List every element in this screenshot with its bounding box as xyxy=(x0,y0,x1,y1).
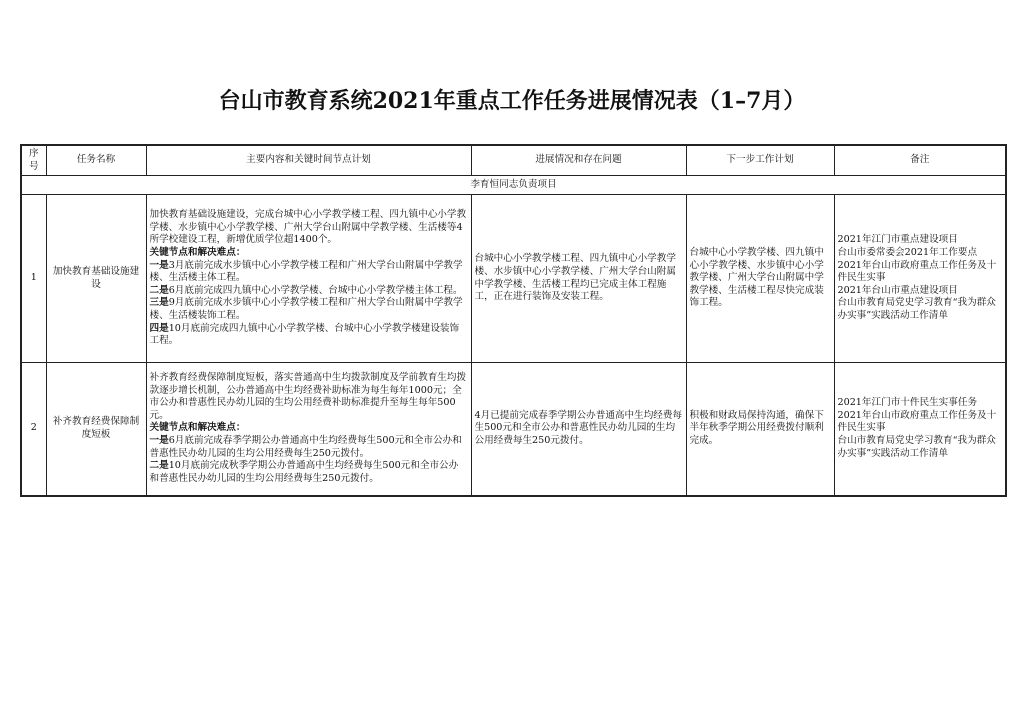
content-intro: 补齐教育经费保障制度短板，落实普通高中生均拨款制度及学前教育生均拨款逐步增长机制，公办普通高中生均经费补助标准为每生每年1000元；全市公办和普惠性民办幼儿园的生均公用经费补助标准提升至每生每年500元。 xyxy=(149,372,467,421)
remark-item: 2021年台山市重点建设项目 xyxy=(837,284,958,296)
remark-item: 台山市委常委会2021年工作要点 xyxy=(837,247,978,259)
key-point-text: 6月底前完成春季学期公办普通高中生均经费每生500元和全市公办和普惠性民办幼儿园的生均公用经费每生250元拨付。 xyxy=(149,435,462,459)
row-main-content xyxy=(146,363,471,496)
row-main-content xyxy=(146,195,471,363)
key-point xyxy=(150,323,468,348)
key-points-label: 关键节点和解决难点： xyxy=(149,247,246,259)
section-title: 李育恒同志负责项目 xyxy=(21,176,1006,195)
key-point-text: 3月底前完成水步镇中心小学教学楼工程和广州大学台山附属中学教学楼、生活楼主体工程。 xyxy=(149,259,463,284)
header-progress: 进展情况和存在问题 xyxy=(471,145,686,176)
remark-item: 台山市教育局党史学习教育“我为群众办实事”实践活动工作清单 xyxy=(837,297,996,321)
remark-item: 台山市教育局党史学习教育“我为群众办实事”实践活动工作清单 xyxy=(837,435,996,459)
key-point-text: 10月底前完成四九镇中心小学教学楼、台城中心小学教学楼建设装饰工程。 xyxy=(149,322,460,347)
header-seq: 序号 xyxy=(21,145,46,176)
key-point-lead: 二是 xyxy=(149,460,169,472)
key-point-lead: 一是 xyxy=(149,259,169,271)
row-progress: 台城中心小学教学楼工程、四九镇中心小学教学楼、水步镇中心小学教学楼、广州大学台山附属中学教学楼、生活楼工程均已完成主体工程施工，正在进行装饰及安装工程。 xyxy=(471,195,686,363)
key-point-lead: 一是 xyxy=(149,435,169,447)
header-task-name: 任务名称 xyxy=(46,145,146,176)
row-next-plan: 积极和财政局保持沟通，确保下半年秋季学期公用经费拨付顺利完成。 xyxy=(686,363,834,496)
header-next-plan: 下一步工作计划 xyxy=(686,145,834,176)
remark-item: 2021年江门市重点建设项目 xyxy=(837,234,958,246)
row-next-plan: 台城中心小学教学楼、四九镇中心小学教学楼、水步镇中心小学教学楼、广州大学台山附属中学教学楼、生活楼工程尽快完成装饰工程。 xyxy=(686,195,834,363)
document-title: 台山市教育系统2021年重点工作任务进展情况表（1–7月） xyxy=(218,88,806,114)
key-point-lead: 四是 xyxy=(149,322,169,334)
row-progress: 4月已提前完成春季学期公办普通高中生均经费每生500元和全市公办和普惠性民办幼儿园的生均公用经费每生250元拨付。 xyxy=(471,363,686,496)
table-row xyxy=(21,195,1006,363)
key-point xyxy=(150,285,468,298)
row-seq: 2 xyxy=(21,363,46,496)
header-remarks: 备注 xyxy=(834,145,1006,176)
key-point-text: 9月底前完成水步镇中心小学教学楼工程和广州大学台山附属中学教学楼、生活楼装饰工程。 xyxy=(149,297,463,321)
key-points-label: 关键节点和解决难点： xyxy=(149,422,246,434)
key-point-lead: 三是 xyxy=(149,297,169,309)
progress-table xyxy=(20,144,1007,497)
row-remarks xyxy=(834,363,1006,496)
section-row xyxy=(21,176,1006,195)
table-row xyxy=(21,363,1006,496)
row-task-name: 补齐教育经费保障制度短板 xyxy=(46,363,146,496)
table-header-row xyxy=(21,145,1006,176)
row-remarks xyxy=(834,195,1006,363)
key-point xyxy=(150,460,468,485)
row-task-name: 加快教育基础设施建设 xyxy=(46,195,146,363)
key-point-text: 10月底前完成秋季学期公办普通高中生均经费每生500元和全市公办和普惠性民办幼儿园的生均公用经费每生250元拨付。 xyxy=(149,460,459,484)
key-point xyxy=(150,297,468,322)
key-point-lead: 二是 xyxy=(149,284,169,296)
remark-item: 2021年台山市政府重点工作任务及十件民生实事 xyxy=(837,409,997,434)
remark-item: 2021年台山市政府重点工作任务及十件民生实事 xyxy=(837,259,997,284)
key-point xyxy=(150,435,468,460)
key-point-text: 6月底前完成四九镇中心小学教学楼、台城中心小学教学楼主体工程。 xyxy=(168,284,463,296)
header-main-content: 主要内容和关键时间节点计划 xyxy=(146,145,471,176)
key-point xyxy=(150,260,468,285)
remark-item: 2021年江门市十件民生实事任务 xyxy=(837,397,978,409)
row-seq: 1 xyxy=(21,195,46,363)
content-intro: 加快教育基础设施建设，完成台城中心小学教学楼工程、四九镇中心小学教学楼、水步镇中心小学教学楼、广州大学台山附属中学教学楼、生活楼等4所学校建设工程，新增优质学位超1400个。 xyxy=(149,209,467,246)
